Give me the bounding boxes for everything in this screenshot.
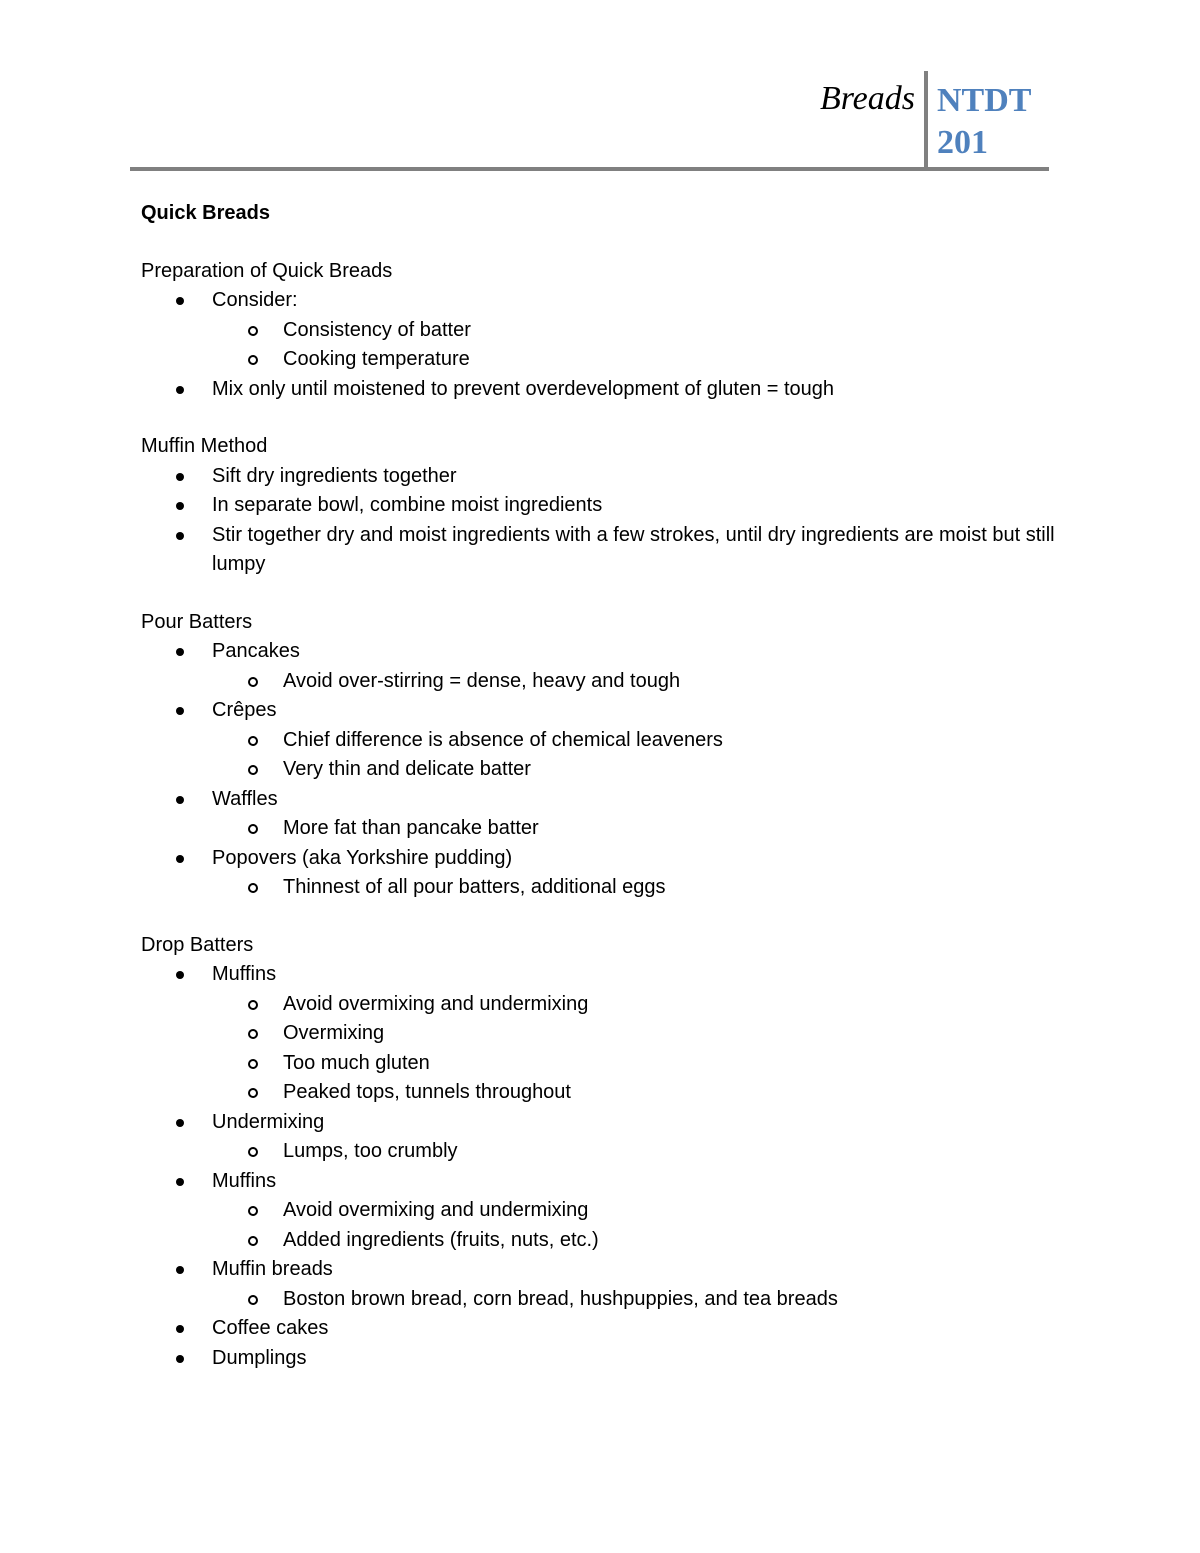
list-item-text: Waffles: [212, 787, 278, 810]
hollow-bullet-icon: [248, 1236, 258, 1246]
section: [141, 257, 1071, 405]
hollow-bullet-icon: [248, 1147, 258, 1157]
header-divider-vertical: [924, 71, 928, 169]
list-item-text: Undermixing: [212, 1110, 325, 1133]
bullet-icon: [176, 971, 184, 979]
section-title: Pour Batters: [141, 610, 253, 633]
sub-bullet-list: [212, 814, 1071, 844]
sub-list-item-text: Overmixing: [283, 1022, 385, 1044]
sub-list-wrapper: [141, 990, 1071, 1108]
sections-container: [141, 257, 1071, 1374]
bullet-icon: [176, 532, 184, 540]
list-item: [141, 696, 1071, 726]
sub-bullet-list: [212, 726, 1071, 785]
list-item: [141, 1255, 1071, 1285]
list-item: [141, 1108, 1071, 1138]
section-title: Muffin Method: [141, 435, 268, 457]
bullet-icon: [176, 855, 184, 863]
sub-list-wrapper: [141, 1196, 1071, 1255]
section: [141, 608, 1071, 903]
sub-bullet-list: [212, 1137, 1071, 1167]
sub-list-item-text: Added ingredients (fruits, nuts, etc.): [283, 1228, 599, 1251]
sub-list-wrapper: [141, 316, 1071, 375]
sub-list-item-text: Very thin and delicate batter: [283, 758, 531, 780]
list-item-text: Coffee cakes: [212, 1317, 329, 1339]
bullet-icon: [176, 707, 184, 715]
hollow-bullet-icon: [248, 765, 258, 775]
bullet-icon: [176, 1119, 184, 1127]
sub-list-item: [212, 345, 1071, 375]
section-title: Preparation of Quick Breads: [141, 259, 393, 282]
sub-list-item: [212, 755, 1071, 785]
header-rule: [130, 167, 1049, 171]
list-item-text: Crêpes: [212, 699, 277, 721]
hollow-bullet-icon: [248, 1000, 258, 1010]
sub-list-wrapper: [141, 726, 1071, 785]
bullet-icon: [176, 297, 184, 305]
bullet-list: [141, 462, 1071, 580]
bullet-list: [141, 637, 1071, 903]
sub-list-wrapper: [141, 667, 1071, 697]
section-title: Drop Batters: [141, 933, 254, 956]
sub-list-wrapper: [141, 1137, 1071, 1167]
section: [141, 931, 1071, 1374]
sub-list-item-text: Thinnest of all pour batters, additional eggs: [283, 876, 666, 898]
hollow-bullet-icon: [248, 677, 258, 687]
sub-list-item-text: Boston brown bread, corn bread, hushpuppies, and tea breads: [283, 1287, 838, 1310]
sub-list-item: [212, 1019, 1071, 1049]
sub-list-item-text: Cooking temperature: [283, 348, 470, 370]
sub-list-item: [212, 667, 1071, 697]
list-item-text: Pancakes: [212, 640, 300, 662]
list-item: [141, 491, 1071, 521]
list-item-text: In separate bowl, combine moist ingredients: [212, 494, 603, 516]
list-item-text: Mix only until moistened to prevent overdevelopment of gluten = tough: [212, 377, 835, 400]
hollow-bullet-icon: [248, 1088, 258, 1098]
sub-list-item-text: Avoid overmixing and undermixing: [283, 1199, 589, 1221]
bullet-list: [141, 286, 1071, 404]
list-item-text: Sift dry ingredients together: [212, 464, 457, 487]
sub-bullet-list: [212, 873, 1071, 903]
document-body: [141, 199, 1071, 1401]
list-item-text: Consider:: [212, 289, 298, 311]
list-item: [141, 286, 1071, 316]
page-heading: Quick Breads: [141, 202, 270, 224]
list-item: [141, 521, 1071, 580]
header-title: Breads: [819, 80, 915, 117]
sub-bullet-list: [212, 316, 1071, 375]
sub-bullet-list: [212, 1285, 1071, 1315]
sub-list-item-text: Chief difference is absence of chemical leaveners: [283, 728, 723, 751]
sub-list-item: [212, 1196, 1071, 1226]
sub-bullet-list: [212, 667, 1071, 697]
section: [141, 432, 1071, 580]
hollow-bullet-icon: [248, 355, 258, 365]
list-item: [141, 785, 1071, 815]
hollow-bullet-icon: [248, 1206, 258, 1216]
sub-list-item: [212, 726, 1071, 756]
sub-list-item-text: Avoid overmixing and undermixing: [283, 992, 589, 1015]
bullet-icon: [176, 386, 184, 394]
bullet-icon: [176, 1266, 184, 1274]
sub-list-wrapper: [141, 873, 1071, 903]
list-item: [141, 1344, 1071, 1374]
list-item: [141, 637, 1071, 667]
sub-list-item-text: Avoid over-stirring = dense, heavy and tough: [283, 669, 681, 692]
sub-list-item: [212, 1137, 1071, 1167]
sub-list-item: [212, 316, 1071, 346]
sub-bullet-list: [212, 1196, 1071, 1255]
sub-bullet-list: [212, 990, 1071, 1108]
sub-list-item: [212, 1226, 1071, 1256]
bullet-icon: [176, 1325, 184, 1333]
sub-list-item: [212, 814, 1071, 844]
header-course-code: NTDT 201: [937, 82, 1031, 161]
sub-list-wrapper: [141, 814, 1071, 844]
hollow-bullet-icon: [248, 883, 258, 893]
list-item: [141, 1314, 1071, 1344]
list-item: [141, 462, 1071, 492]
list-item-text: Popovers (aka Yorkshire pudding): [212, 846, 513, 869]
sub-list-item: [212, 1049, 1071, 1079]
bullet-icon: [176, 1355, 184, 1363]
list-item-text: Muffins: [212, 963, 277, 985]
list-item-text: Stir together dry and moist ingredients with a few strokes, until dry ingredients are moist but still lumpy: [212, 523, 1055, 575]
bullet-icon: [176, 502, 184, 510]
list-item: [141, 375, 1071, 405]
bullet-icon: [176, 796, 184, 804]
hollow-bullet-icon: [248, 1059, 258, 1069]
list-item: [141, 960, 1071, 990]
bullet-icon: [176, 473, 184, 481]
hollow-bullet-icon: [248, 1295, 258, 1305]
sub-list-item-text: Too much gluten: [283, 1051, 430, 1074]
sub-list-item-text: More fat than pancake batter: [283, 817, 539, 839]
list-item-text: Dumplings: [212, 1346, 307, 1369]
sub-list-wrapper: [141, 1285, 1071, 1315]
bullet-icon: [176, 1178, 184, 1186]
sub-list-item-text: Peaked tops, tunnels throughout: [283, 1081, 571, 1103]
hollow-bullet-icon: [248, 326, 258, 336]
sub-list-item: [212, 873, 1071, 903]
bullet-icon: [176, 648, 184, 656]
bullet-list: [141, 960, 1071, 1373]
sub-list-item: [212, 1285, 1071, 1315]
sub-list-item: [212, 990, 1071, 1020]
list-item: [141, 1167, 1071, 1197]
list-item-text: Muffin breads: [212, 1258, 333, 1280]
sub-list-item-text: Consistency of batter: [283, 318, 471, 341]
sub-list-item: [212, 1078, 1071, 1108]
sub-list-item-text: Lumps, too crumbly: [283, 1140, 458, 1162]
hollow-bullet-icon: [248, 736, 258, 746]
list-item: [141, 844, 1071, 874]
list-item-text: Muffins: [212, 1169, 277, 1192]
hollow-bullet-icon: [248, 1029, 258, 1039]
hollow-bullet-icon: [248, 824, 258, 834]
